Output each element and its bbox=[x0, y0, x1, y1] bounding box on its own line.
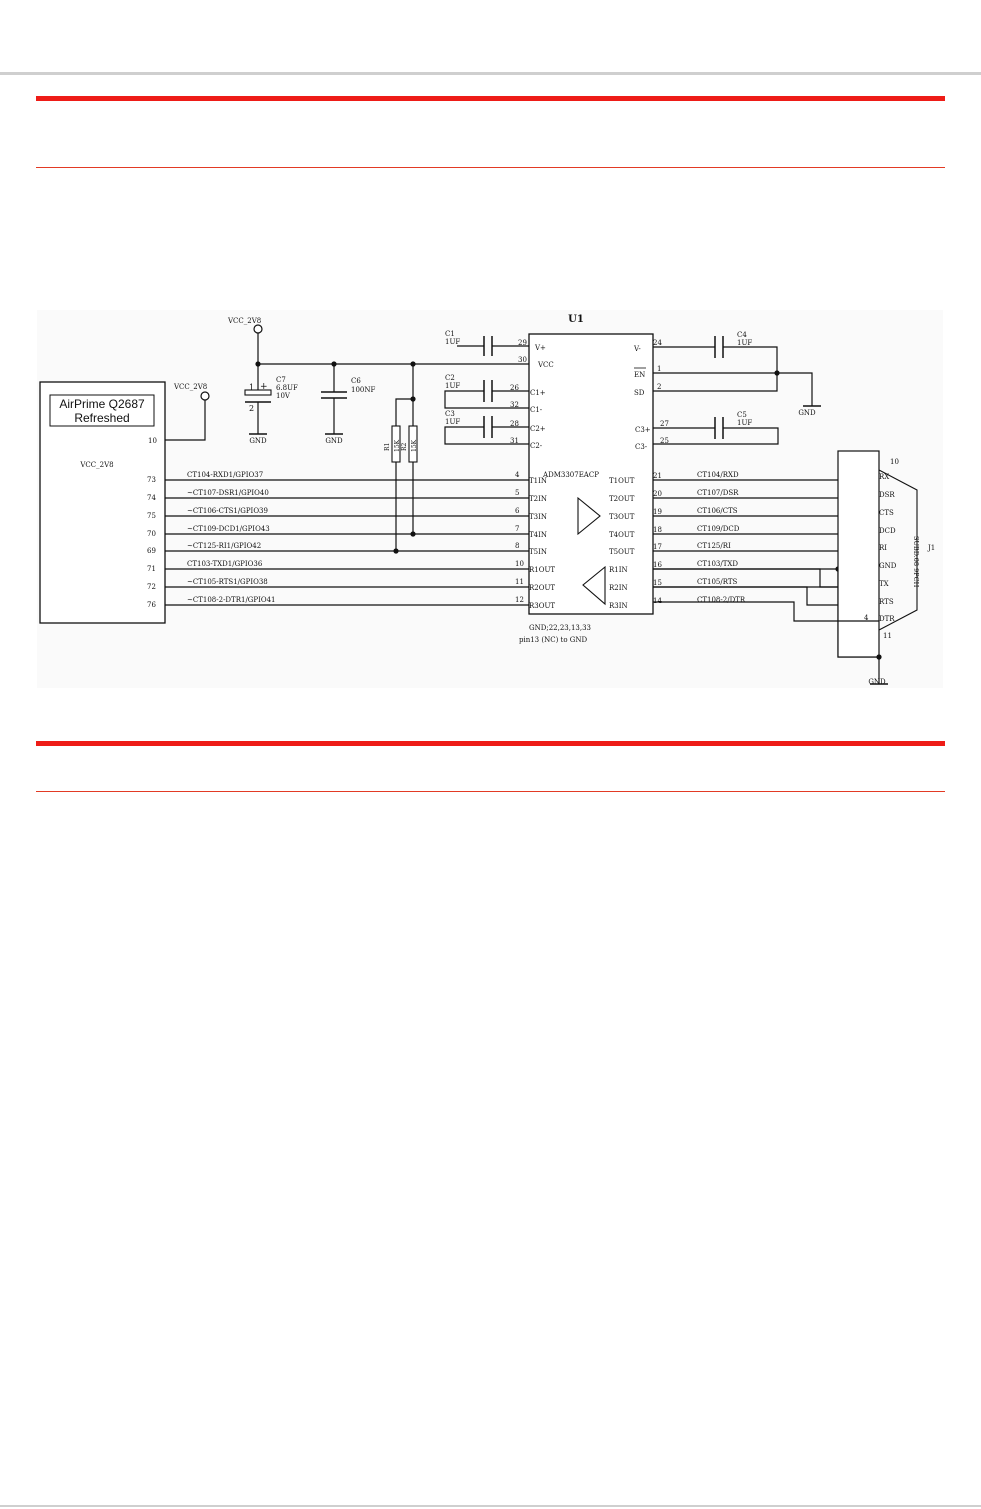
module-pin-number: 73 bbox=[147, 476, 156, 484]
u1-pin-vcc-num: 30 bbox=[518, 356, 527, 364]
schematic-diagram bbox=[37, 310, 943, 688]
u1-pin-c3p-num: 27 bbox=[660, 420, 669, 428]
j1-shell-pin-top: 10 bbox=[890, 458, 899, 466]
u1-right-pin-number: 17 bbox=[653, 543, 662, 551]
r2-value: 15K bbox=[411, 439, 418, 452]
rs232-net-label: CT125/RI bbox=[697, 542, 731, 550]
module-net-label: ~CT108-2-DTR1/GPIO41 bbox=[187, 596, 276, 604]
u1-right-pin-number: 18 bbox=[653, 526, 662, 534]
header-rule bbox=[0, 72, 981, 75]
u1-pin-sd: SD bbox=[634, 389, 645, 397]
c7-plus: + bbox=[260, 382, 268, 392]
j1-pin-name: CTS bbox=[879, 509, 894, 517]
u1-pin-vminus-num: 24 bbox=[653, 339, 662, 347]
module-name-line2: Refreshed bbox=[74, 411, 130, 425]
u1-nc-note: pin13 (NC) to GND bbox=[519, 636, 588, 644]
c7-value: 6.8UF bbox=[276, 384, 298, 392]
u1-pin-c1p: C1+ bbox=[530, 389, 546, 397]
u1-left-pin-name: T3IN bbox=[529, 513, 548, 521]
module-pin-number: 76 bbox=[147, 601, 156, 609]
u1-right-pin-name: R1IN bbox=[609, 566, 628, 574]
u1-right-pin-number: 14 bbox=[653, 597, 662, 605]
u1-right-pin-number: 16 bbox=[653, 561, 662, 569]
module-pin-number: 72 bbox=[147, 583, 156, 591]
j1-shell-pin-bottom: 11 bbox=[883, 632, 892, 640]
j1-pin-name: RTS bbox=[879, 598, 894, 606]
u1-right-pin-number: 20 bbox=[653, 490, 662, 498]
j1-pin-name: DSR bbox=[879, 491, 895, 499]
u1-right-pin-name: T5OUT bbox=[609, 548, 635, 556]
u1-left-pin-name: T4IN bbox=[529, 531, 548, 539]
schematic-svg bbox=[37, 310, 943, 688]
gnd-label: GND bbox=[868, 678, 886, 686]
supply-label: VCC_2V8 bbox=[228, 317, 262, 325]
module-net-label: ~CT106-CTS1/GPIO39 bbox=[187, 507, 268, 515]
gnd-label: GND bbox=[325, 437, 343, 445]
u1-left-pin-name: R2OUT bbox=[529, 584, 556, 592]
c3-value: 1UF bbox=[445, 418, 461, 426]
u1-left-pin-name: R3OUT bbox=[529, 602, 556, 610]
r1-ref: R1 bbox=[384, 442, 391, 451]
rs232-net-label: CT106/CTS bbox=[697, 507, 738, 515]
r1-wire-top bbox=[396, 364, 413, 426]
u1-pin-c3m-num: 25 bbox=[660, 437, 669, 445]
u1-left-pin-name: T2IN bbox=[529, 495, 548, 503]
module-name-line1: AirPrime Q2687 bbox=[59, 397, 145, 411]
j1-type: SUBD.08 9PCH bbox=[912, 536, 920, 588]
j1-pin-name: TX bbox=[879, 580, 889, 588]
j1-pin-name: RX bbox=[879, 473, 890, 481]
j1-body bbox=[838, 451, 879, 657]
c7-voltage: 10V bbox=[276, 392, 290, 400]
supply-terminal bbox=[254, 325, 262, 333]
u1-pin-en-num: 1 bbox=[657, 365, 662, 373]
u1-left-pin-number: 7 bbox=[515, 525, 520, 533]
junction-dot bbox=[774, 370, 779, 375]
rs232-net-label: CT107/DSR bbox=[697, 489, 739, 497]
u1-pin-c2p: C2+ bbox=[530, 425, 546, 433]
u1-right-pin-name: T1OUT bbox=[609, 477, 635, 485]
r2-ref: R2 bbox=[401, 442, 408, 451]
rs232-net-label: CT109/DCD bbox=[697, 525, 740, 533]
module-pin-number: 69 bbox=[147, 547, 156, 555]
u1-right-pin-number: 19 bbox=[653, 508, 662, 516]
u1-pin-vminus: V- bbox=[634, 345, 641, 353]
u1-pin-vplus-num: 29 bbox=[518, 339, 527, 347]
section-rule-top-thin bbox=[36, 167, 945, 168]
u1-pin-sd-num: 2 bbox=[657, 383, 662, 391]
u1-left-pin-number: 12 bbox=[515, 596, 524, 604]
u1-pin-c3m: C3- bbox=[635, 443, 648, 451]
j1-extra-pin: 4 bbox=[864, 614, 869, 622]
u1-ref: U1 bbox=[568, 314, 584, 325]
j1-pin-name: DCD bbox=[879, 527, 896, 535]
u1-left-pin-number: 8 bbox=[515, 542, 520, 550]
r1-value: 15K bbox=[394, 439, 401, 452]
section-rule-bottom-thin bbox=[36, 791, 945, 792]
c6-value: 100NF bbox=[351, 386, 376, 394]
c6-ref: C6 bbox=[351, 377, 361, 385]
module-pin-number: 75 bbox=[147, 512, 156, 520]
module-net-label: ~CT125-RI1/GPIO42 bbox=[187, 542, 262, 550]
module-vcc-pin: 10 bbox=[148, 437, 157, 445]
module-vcc-net-label: VCC_2V8 bbox=[174, 383, 208, 391]
sd-wire bbox=[653, 373, 777, 391]
section-rule-bottom-thick bbox=[36, 741, 945, 746]
u1-right-pin-name: R3IN bbox=[609, 602, 628, 610]
section-rule-top-thick bbox=[36, 96, 945, 101]
u1-right-pin-name: T3OUT bbox=[609, 513, 635, 521]
c4-value: 1UF bbox=[737, 339, 753, 347]
module-vcc-label: VCC_2V8 bbox=[80, 461, 114, 469]
u1-pin-c1m: C1- bbox=[530, 406, 543, 414]
rs232-net-label: CT103/TXD bbox=[697, 560, 739, 568]
c1-ref: C1 bbox=[445, 330, 455, 338]
c1-value: 1UF bbox=[445, 338, 461, 346]
module-net-label: ~CT107-DSR1/GPIO40 bbox=[187, 489, 269, 497]
u1-pin-vcc: VCC bbox=[538, 361, 554, 369]
module-net-label: CT104-RXD1/GPIO37 bbox=[187, 471, 264, 479]
module-pin-number: 74 bbox=[147, 494, 156, 502]
c3-ref: C3 bbox=[445, 410, 455, 418]
vcc-rail bbox=[258, 333, 529, 364]
gnd-label: GND bbox=[798, 409, 816, 417]
u1-right-pin-number: 15 bbox=[653, 579, 662, 587]
junction-dot bbox=[410, 396, 415, 401]
u1-left-pin-number: 5 bbox=[515, 489, 520, 497]
module-pin-number: 71 bbox=[147, 565, 156, 573]
u1-pin-c2p-num: 28 bbox=[510, 420, 519, 428]
u1-pin-vplus: V+ bbox=[535, 344, 546, 352]
module-net-label: ~CT109-DCD1/GPIO43 bbox=[187, 525, 270, 533]
module-vcc-wire bbox=[165, 400, 205, 440]
u1-pin-c2m-num: 31 bbox=[510, 437, 519, 445]
u1-left-pin-number: 11 bbox=[515, 578, 524, 586]
c7-pin1: 1 bbox=[249, 383, 255, 392]
rs232-net-label: CT104/RXD bbox=[697, 471, 739, 479]
u1-part: ADM3307EACP bbox=[543, 471, 599, 479]
u1-left-pin-name: T1IN bbox=[529, 477, 548, 485]
u1-right-pin-name: T2OUT bbox=[609, 495, 635, 503]
module-vcc-terminal bbox=[201, 392, 209, 400]
j1-pin-name: GND bbox=[879, 562, 897, 570]
j1-extra-name: DTR bbox=[879, 615, 895, 623]
u1-right-pin-name: R2IN bbox=[609, 584, 628, 592]
module-net-label: ~CT105-RTS1/GPIO38 bbox=[187, 578, 268, 586]
j1-ref: J1 bbox=[928, 544, 936, 552]
u1-left-pin-number: 10 bbox=[515, 560, 524, 568]
c2-ref: C2 bbox=[445, 374, 455, 382]
c5-value: 1UF bbox=[737, 419, 753, 427]
u1-left-pin-number: 6 bbox=[515, 507, 520, 515]
u1-pin-c3p: C3+ bbox=[635, 426, 651, 434]
footer-rule bbox=[0, 1505, 981, 1507]
u1-pin-c2m: C2- bbox=[530, 442, 543, 450]
u1-right-pin-name: T4OUT bbox=[609, 531, 635, 539]
u1-right-pin-number: 21 bbox=[653, 472, 662, 480]
u1-pin-en: EN bbox=[634, 371, 646, 379]
c5-ref: C5 bbox=[737, 411, 747, 419]
c4-ref: C4 bbox=[737, 331, 747, 339]
module-pin-number: 70 bbox=[147, 530, 156, 538]
c2-value: 1UF bbox=[445, 382, 461, 390]
module-net-label: CT103-TXD1/GPIO36 bbox=[187, 560, 263, 568]
gnd-label: GND bbox=[249, 437, 267, 445]
u1-left-pin-name: T5IN bbox=[529, 548, 548, 556]
u1-left-pin-name: R1OUT bbox=[529, 566, 556, 574]
u1-pin-c1m-num: 32 bbox=[510, 401, 519, 409]
j1-pin-name: RI bbox=[879, 544, 888, 552]
junction-dot bbox=[876, 654, 881, 659]
c7-pin2: 2 bbox=[249, 404, 255, 413]
rs232-net-label: CT105/RTS bbox=[697, 578, 738, 586]
rs232-net-label: CT108-2/DTR bbox=[697, 596, 746, 604]
en-gnd-wire bbox=[653, 373, 812, 406]
u1-left-pin-number: 4 bbox=[515, 471, 520, 479]
c7-ref: C7 bbox=[276, 376, 286, 384]
signal-rows bbox=[147, 471, 897, 657]
u1-pin-c1p-num: 26 bbox=[510, 384, 519, 392]
u1-gnd-note: GND;22,23,13,33 bbox=[529, 624, 591, 632]
